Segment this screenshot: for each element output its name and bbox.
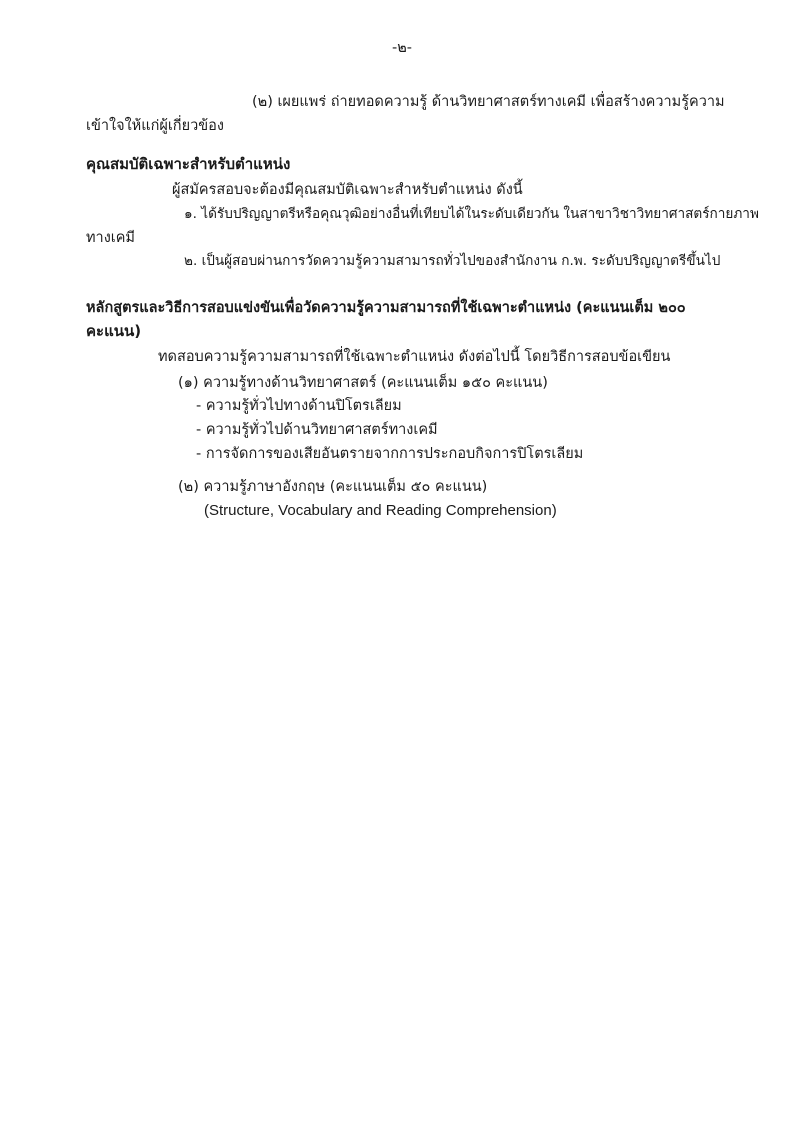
qualification-item-1-line-2: ทางเคมี	[86, 230, 135, 246]
exam-part-2-detail: (Structure, Vocabulary and Reading Comprehension)	[204, 502, 557, 519]
exam-part-1: (๑) ความรู้ทางด้านวิทยาศาสตร์ (คะแนนเต็ม ๑๕๐ คะแนน)	[178, 375, 548, 391]
qualification-item-1-line-1: ๑. ได้รับปริญญาตรีหรือคุณวุฒิอย่างอื่นที่เทียบได้ในระดับเดียวกัน ในสาขาวิชาวิทยาศาสตร์กายภาพ	[184, 206, 759, 222]
duty-item-2-line-2: เข้าใจให้แก่ผู้เกี่ยวข้อง	[86, 118, 224, 134]
duty-item-2-line-1: (๒) เผยแพร่ ถ่ายทอดความรู้ ด้านวิทยาศาสตร์ทางเคมี เพื่อสร้างความรู้ความ	[252, 94, 725, 110]
page-number: -๒-	[392, 40, 413, 56]
exam-intro: ทดสอบความรู้ความสามารถที่ใช้เฉพาะตำแหน่ง ดังต่อไปนี้ โดยวิธีการสอบข้อเขียน	[158, 349, 671, 365]
qualification-item-2: ๒. เป็นผู้สอบผ่านการวัดความรู้ความสามารถทั่วไปของสำนักงาน ก.พ. ระดับปริญญาตรีขึ้นไป	[184, 253, 721, 269]
exam-heading-line-1: หลักสูตรและวิธีการสอบแข่งขันเพื่อวัดความรู้ความสามารถที่ใช้เฉพาะตำแหน่ง (คะแนนเต็ม ๒๐๐	[86, 300, 686, 316]
exam-part-1-topic: - ความรู้ทั่วไปด้านวิทยาศาสตร์ทางเคมี	[196, 422, 438, 438]
qualifications-intro: ผู้สมัครสอบจะต้องมีคุณสมบัติเฉพาะสำหรับตำแหน่ง ดังนี้	[172, 182, 523, 198]
exam-heading-line-2: คะแนน)	[86, 322, 142, 340]
exam-part-1-topic: - ความรู้ทั่วไปทางด้านปิโตรเลียม	[196, 398, 402, 414]
exam-part-1-topic: - การจัดการของเสียอันตรายจากการประกอบกิจการปิโตรเลียม	[196, 446, 584, 462]
exam-part-2: (๒) ความรู้ภาษาอังกฤษ (คะแนนเต็ม ๕๐ คะแนน)	[178, 479, 488, 495]
qualifications-heading: คุณสมบัติเฉพาะสำหรับตำแหน่ง	[86, 155, 291, 173]
